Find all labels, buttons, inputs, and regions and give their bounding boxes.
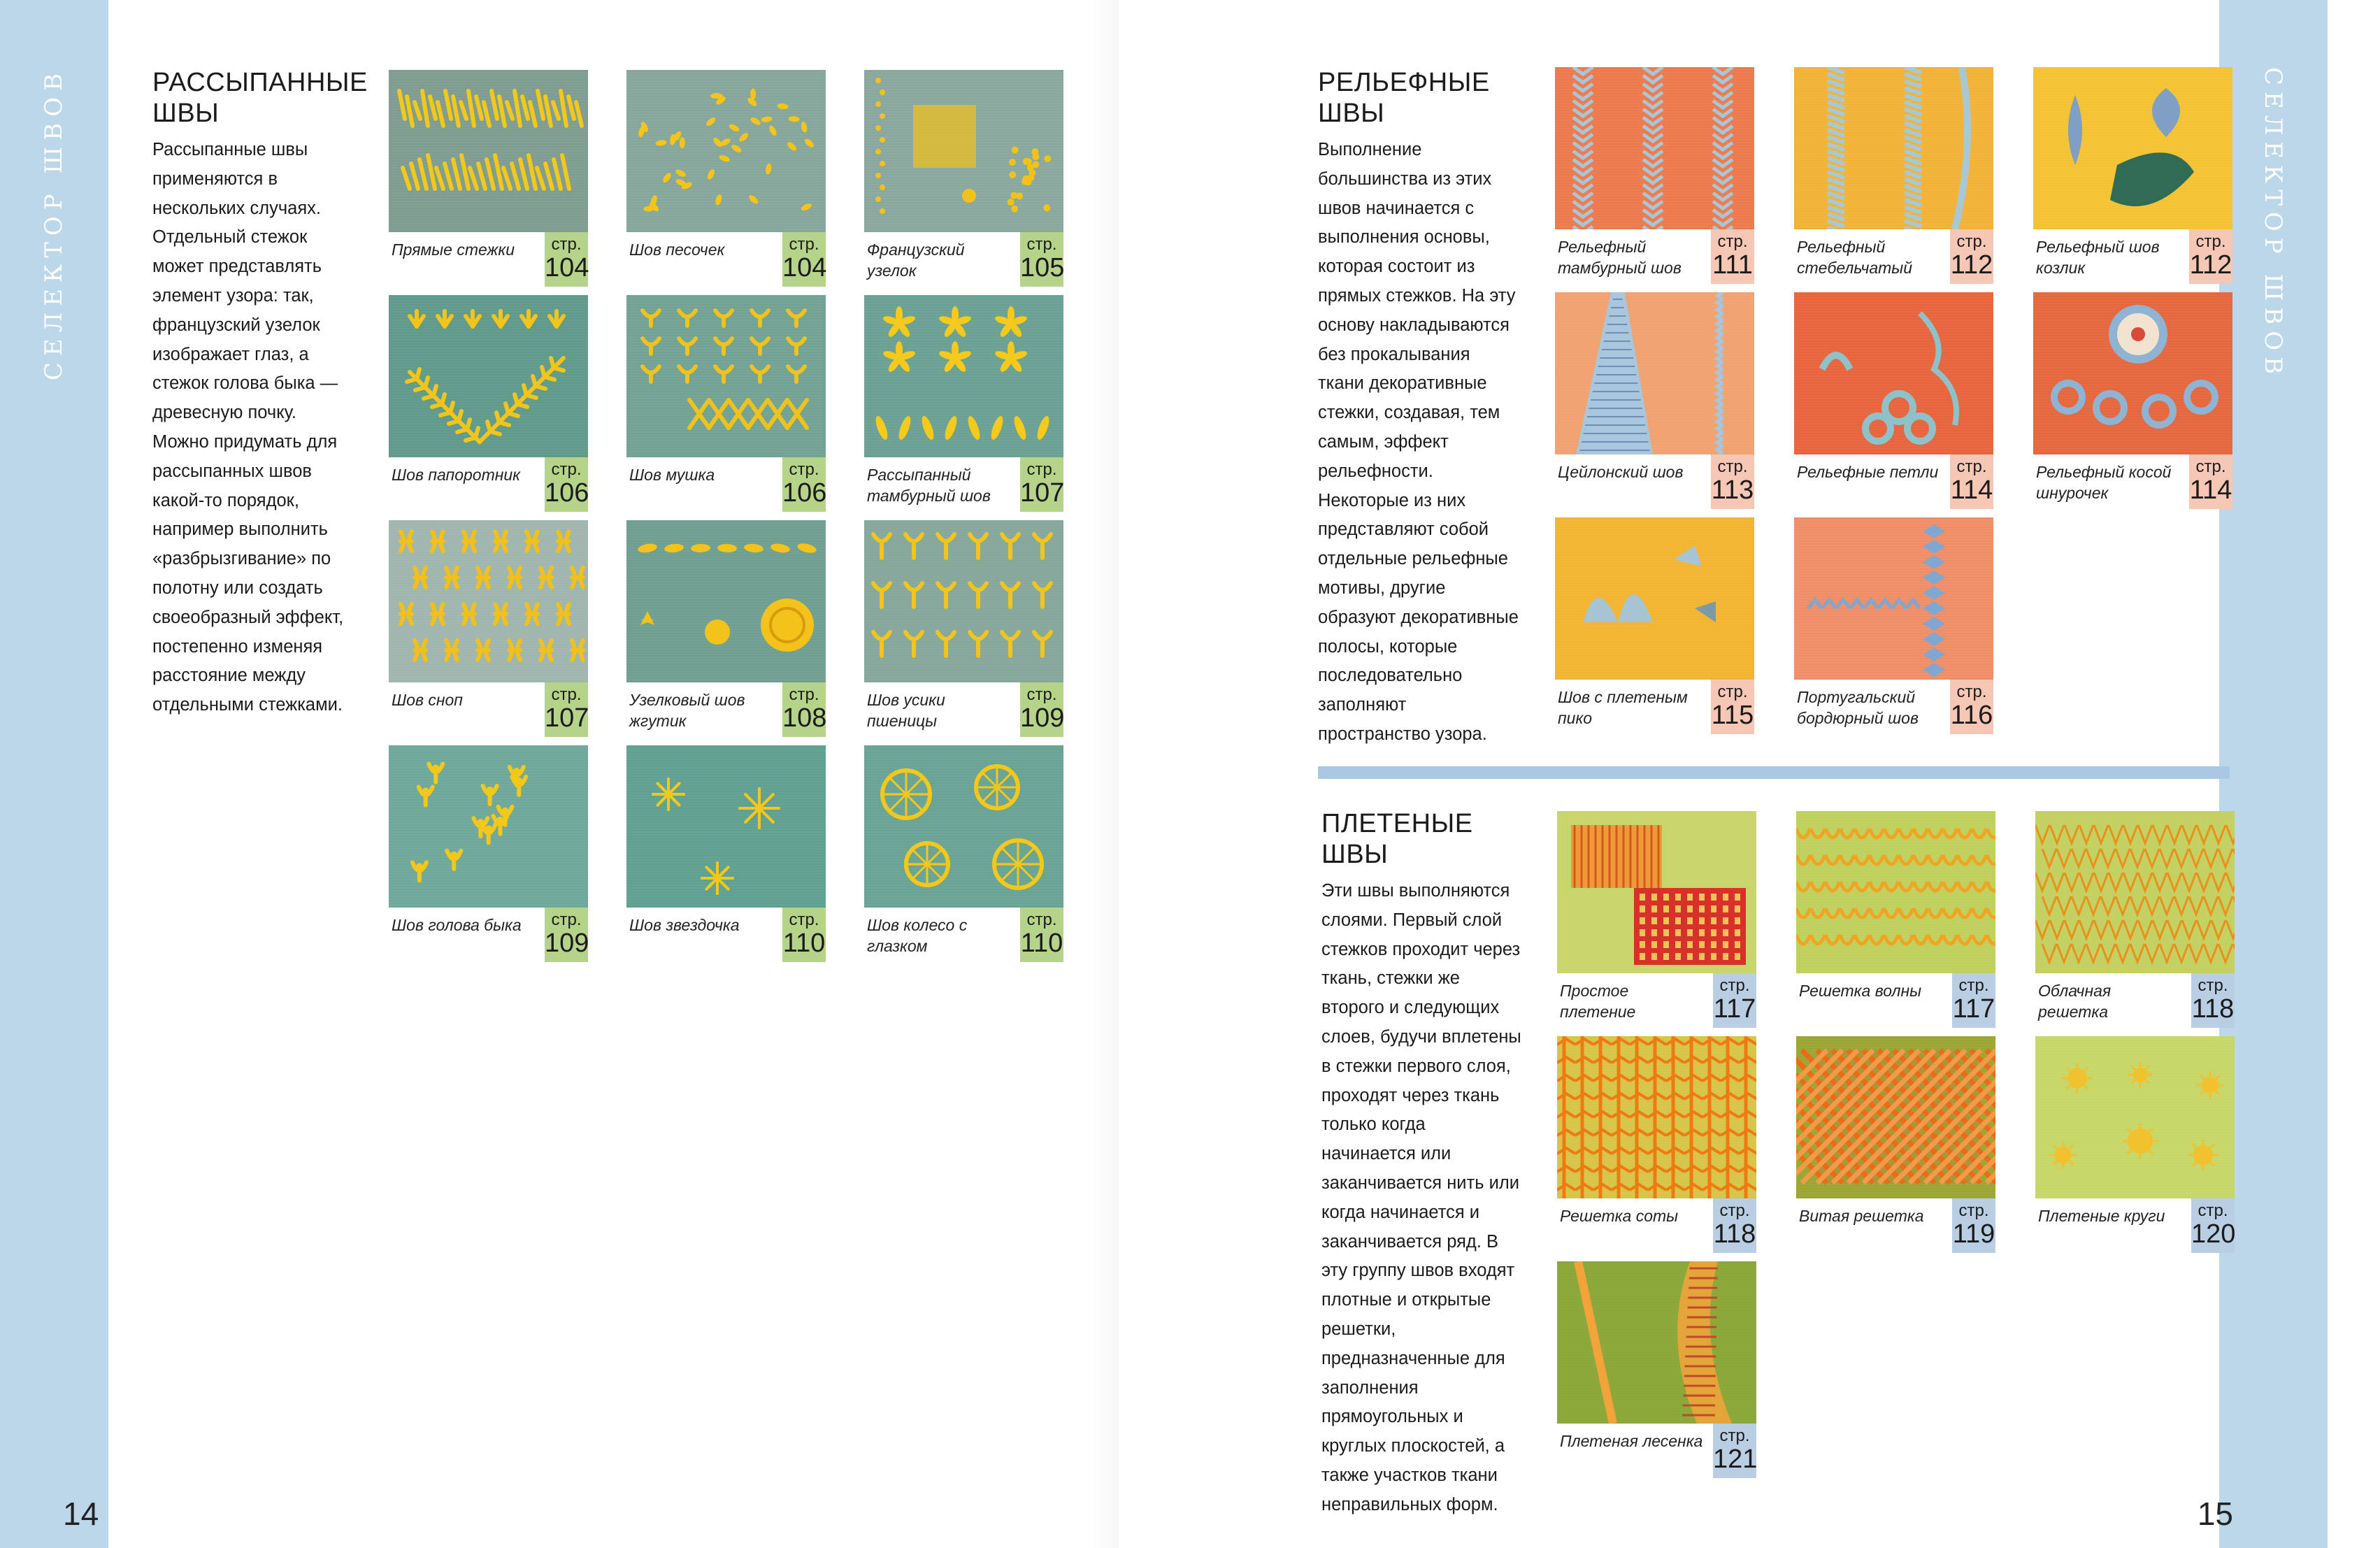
- section-body-woven: Эти швы выполняются слоями. Первый слой стежков проходит через ткань, стежки же второго и следующих слоев, будучи вплетены в стежки первого слоя, проходят через ткань только когда начинается или заканчивается нить или когда начинается и заканчивается ряд. В эту группу швов входят плотные и открытые решетки, предназначенные для заполнения прямоугольных и круглых плоскостей, а также участков ткани неправильных форм.: [1321, 881, 1521, 1514]
- stitch-name: Рельефный косой шнурочек: [2036, 463, 2172, 502]
- page-reference-number: 115: [1711, 701, 1754, 730]
- stitch-sample-image: [626, 745, 826, 908]
- page-reference-number: 107: [1020, 478, 1065, 508]
- page-reference-label: стр.: [1026, 910, 1057, 929]
- page-reference-number: 114: [1950, 475, 1993, 505]
- page-reference-number: 110: [1020, 929, 1063, 958]
- page-reference-number: 114: [2189, 475, 2232, 505]
- page-reference: [545, 682, 588, 737]
- page-reference-number: 107: [545, 703, 589, 733]
- page-reference: [1952, 1198, 1995, 1253]
- stitch-sample-image: [864, 70, 1063, 232]
- stitch-tile: [2035, 811, 2235, 1028]
- page-reference-label: стр.: [1717, 682, 1748, 701]
- page-reference-label: стр.: [789, 910, 819, 929]
- page-reference-label: стр.: [2198, 976, 2228, 995]
- left-page: [0, 0, 1119, 1548]
- page-reference-label: стр.: [1958, 976, 1989, 995]
- stitch-tile: [1557, 811, 1756, 1028]
- page-reference: [782, 908, 826, 962]
- stitch-name: Рельефный шов козлик: [2036, 238, 2160, 277]
- stitch-name: Шов сноп: [392, 691, 463, 709]
- stitch-name: Шов усики пшеницы: [867, 691, 945, 730]
- page-reference: [1950, 454, 1993, 509]
- stitch-sample-image: [1555, 67, 1754, 229]
- stitch-sample-image: [1555, 517, 1754, 680]
- page-reference: [1020, 457, 1063, 512]
- section-tab-left: [0, 0, 108, 1548]
- stitch-sample-image: [1796, 811, 1995, 973]
- page-reference-label: стр.: [789, 235, 819, 254]
- stitch-name: Рельефные петли: [1797, 463, 1939, 481]
- page-reference-label: стр.: [1719, 1426, 1750, 1445]
- stitch-sample-image: [389, 520, 588, 682]
- stitch-name: Прямые стежки: [392, 241, 515, 259]
- stitch-sample-image: [389, 745, 588, 908]
- stitch-sample-image: [389, 295, 588, 457]
- stitch-tile: [2035, 1036, 2235, 1253]
- section-title-scattered: РАССЫПАННЫЕ ШВЫ: [152, 68, 368, 128]
- page-reference-label: стр.: [1026, 685, 1057, 704]
- stitch-name: Рассыпанный тамбурный шов: [867, 466, 991, 505]
- page-reference-number: 118: [2191, 994, 2235, 1024]
- stitch-sample-image: [626, 70, 826, 232]
- page-reference: [1711, 229, 1754, 284]
- relief-stitch-grid: [1555, 67, 2232, 734]
- page-reference-number: 109: [1020, 703, 1065, 733]
- stitch-name: Решетка волны: [1799, 982, 1922, 1000]
- stitch-sample-image: [2035, 1036, 2235, 1198]
- stitch-tile: [864, 520, 1063, 737]
- section-tab-right: [2219, 0, 2328, 1548]
- page-reference-number: 111: [1712, 250, 1753, 280]
- stitch-tile: [1555, 517, 1754, 734]
- page-reference-label: стр.: [551, 235, 582, 254]
- stitch-tile: [2033, 67, 2232, 284]
- page-reference-number: 120: [2191, 1219, 2236, 1249]
- page-reference: [1020, 908, 1063, 962]
- stitch-name: Португальский бордюрный шов: [1797, 688, 1919, 727]
- stitch-sample-image: [1557, 1261, 1756, 1424]
- stitch-tile: [389, 520, 588, 737]
- stitch-tile: [1794, 292, 1993, 509]
- page-reference-number: 118: [1713, 1219, 1756, 1249]
- stitch-sample-image: [864, 295, 1063, 457]
- woven-stitch-grid: [1557, 811, 2235, 1478]
- page-number-right: 15: [2197, 1496, 2233, 1532]
- page-reference-number: 106: [545, 478, 589, 508]
- page-reference-label: стр.: [1956, 457, 1987, 476]
- stitch-name: Плетеные круги: [2038, 1207, 2165, 1225]
- stitch-sample-image: [1794, 517, 1993, 680]
- scattered-stitch-grid: [389, 70, 1063, 962]
- page-reference-number: 113: [1711, 475, 1754, 505]
- stitch-sample-image: [626, 295, 826, 457]
- page-reference-number: 106: [782, 478, 827, 508]
- page-reference-number: 105: [1020, 253, 1065, 282]
- stitch-tile: [1557, 1261, 1756, 1478]
- stitch-tile: [864, 70, 1063, 287]
- page-reference-number: 112: [2189, 250, 2232, 280]
- page-reference: [1950, 680, 1993, 734]
- stitch-sample-image: [2035, 811, 2235, 973]
- page-reference-label: стр.: [1956, 232, 1987, 251]
- stitch-name: Шов колесо с глазком: [867, 916, 968, 955]
- stitch-name: Облачная решетка: [2038, 982, 2112, 1021]
- page-reference: [2189, 454, 2232, 509]
- page-reference-label: стр.: [1958, 1201, 1989, 1220]
- page-reference: [782, 232, 826, 287]
- stitch-name: Простое плетение: [1560, 982, 1636, 1021]
- stitch-name: Плетеная лесенка: [1560, 1432, 1703, 1450]
- stitch-sample-image: [2033, 67, 2232, 229]
- page-reference: [1711, 680, 1754, 734]
- page-reference-label: стр.: [551, 910, 582, 929]
- stitch-name: Шов с плетеным пико: [1558, 688, 1688, 727]
- page-reference-label: стр.: [1717, 457, 1748, 476]
- section-title-relief: РЕЛЬЕФНЫЕ ШВЫ: [1318, 68, 1490, 128]
- page-reference-number: 117: [1952, 994, 1995, 1024]
- page-reference-number: 110: [782, 929, 826, 958]
- section-body-scattered: Рассыпанные швы применяются в нескольких случаях. Отдельный стежок может представлять элемент узора: так, французский узелок изображает глаз, а стежок голова быка — древесную почку. Можно придумать для рассыпанных швов какой-то порядок, например выполнить «разбрызгивание» по полотну или создать своеобразный эффект, постепенно изменяя расстояние между отдельными стежками.: [152, 140, 344, 715]
- page-reference: [2191, 973, 2235, 1028]
- page-reference-label: стр.: [2195, 457, 2226, 476]
- stitch-name: Рельефный стебельчатый: [1797, 238, 1913, 277]
- page-reference-number: 109: [545, 929, 589, 958]
- page-reference-label: стр.: [789, 460, 819, 479]
- page-reference-number: 104: [545, 253, 589, 282]
- page-reference: [1020, 682, 1063, 737]
- tab-label-left: СЕЛЕКТОР ШВОВ: [40, 66, 69, 381]
- page-reference: [782, 682, 826, 737]
- page-reference-number: 117: [1713, 994, 1756, 1024]
- stitch-tile: [626, 70, 826, 287]
- stitch-tile: [1794, 67, 1993, 284]
- stitch-tile: [626, 745, 826, 962]
- page-reference: [545, 232, 588, 287]
- stitch-sample-image: [1796, 1036, 1995, 1198]
- stitch-name: Шов мушка: [629, 466, 715, 484]
- page-reference-label: стр.: [1717, 232, 1748, 251]
- stitch-name: Витая решетка: [1799, 1207, 1924, 1225]
- stitch-sample-image: [1794, 292, 1993, 454]
- stitch-name: Шов папоротник: [392, 466, 521, 484]
- stitch-sample-image: [389, 70, 588, 232]
- stitch-name: Решетка соты: [1560, 1207, 1679, 1225]
- page-reference: [1711, 454, 1754, 509]
- stitch-sample-image: [2033, 292, 2232, 454]
- page-reference: [782, 457, 826, 512]
- stitch-tile: [1555, 292, 1754, 509]
- stitch-name: Французский узелок: [867, 241, 965, 280]
- page-number-left: 14: [63, 1496, 99, 1532]
- page-reference: [2191, 1198, 2235, 1253]
- stitch-tile: [1794, 517, 1993, 734]
- stitch-name: Узелковый шов жгутик: [629, 691, 745, 730]
- page-reference: [1713, 1198, 1756, 1253]
- stitch-name: Рельефный тамбурный шов: [1558, 238, 1682, 277]
- stitch-tile: [626, 520, 826, 737]
- page-reference-label: стр.: [2198, 1201, 2228, 1220]
- page-reference: [545, 908, 588, 962]
- stitch-tile: [1796, 811, 1995, 1028]
- page-reference: [1950, 229, 1993, 284]
- stitch-tile: [2033, 292, 2232, 509]
- page-reference-label: стр.: [789, 685, 819, 704]
- stitch-sample-image: [864, 745, 1063, 908]
- page-reference-number: 104: [782, 253, 827, 282]
- stitch-sample-image: [864, 520, 1063, 682]
- page-reference-label: стр.: [1026, 460, 1057, 479]
- stitch-tile: [864, 295, 1063, 512]
- page-reference-label: стр.: [1719, 1201, 1750, 1220]
- section-divider: [1318, 766, 2230, 779]
- stitch-sample-image: [1557, 811, 1756, 973]
- stitch-name: Шов голова быка: [392, 916, 522, 934]
- page-reference: [1952, 973, 1995, 1028]
- stitch-sample-image: [1555, 292, 1754, 454]
- stitch-name: Цейлонский шов: [1558, 463, 1684, 481]
- page-reference-number: 108: [782, 703, 827, 733]
- page-reference-label: стр.: [551, 460, 582, 479]
- page-reference: [545, 457, 588, 512]
- stitch-sample-image: [1794, 67, 1993, 229]
- stitch-sample-image: [626, 520, 826, 682]
- stitch-tile: [389, 295, 588, 512]
- stitch-tile: [864, 745, 1063, 962]
- tab-label-right: СЕЛЕКТОР ШВОВ: [2259, 66, 2288, 381]
- page-reference-label: стр.: [1719, 976, 1750, 995]
- stitch-name: Шов песочек: [629, 241, 725, 259]
- stitch-tile: [1555, 67, 1754, 284]
- page-reference-label: стр.: [2195, 232, 2226, 251]
- page-reference: [1713, 1424, 1756, 1478]
- section-title-woven: ПЛЕТЕНЫЕ ШВЫ: [1321, 809, 1473, 869]
- page-reference: [2189, 229, 2232, 284]
- page-reference-number: 121: [1713, 1445, 1758, 1474]
- stitch-sample-image: [1557, 1036, 1756, 1198]
- page-reference-number: 116: [1950, 701, 1993, 730]
- page-reference-number: 119: [1952, 1219, 1995, 1249]
- page-reference: [1713, 973, 1756, 1028]
- stitch-tile: [626, 295, 826, 512]
- page-reference-label: стр.: [551, 685, 582, 704]
- page-reference-label: стр.: [1026, 235, 1057, 254]
- page-reference-label: стр.: [1956, 682, 1987, 701]
- stitch-name: Шов звездочка: [629, 916, 740, 934]
- section-body-relief: Выполнение большинства из этих швов начинается с выполнения основы, которая состоит из прямых стежков. На эту основу накладываются без прокалывания ткани декоративные стежки, создавая, тем самым, эффект рельефности. Некоторые из них представляют собой отдельные рельефные мотивы, другие образуют декоративные полосы, которые последовательно заполняют пространство узора.: [1318, 140, 1519, 744]
- stitch-tile: [1796, 1036, 1995, 1253]
- stitch-tile: [1557, 1036, 1756, 1253]
- stitch-tile: [389, 70, 588, 287]
- page-reference-number: 112: [1950, 250, 1993, 280]
- stitch-tile: [389, 745, 588, 962]
- page-reference: [1020, 232, 1063, 287]
